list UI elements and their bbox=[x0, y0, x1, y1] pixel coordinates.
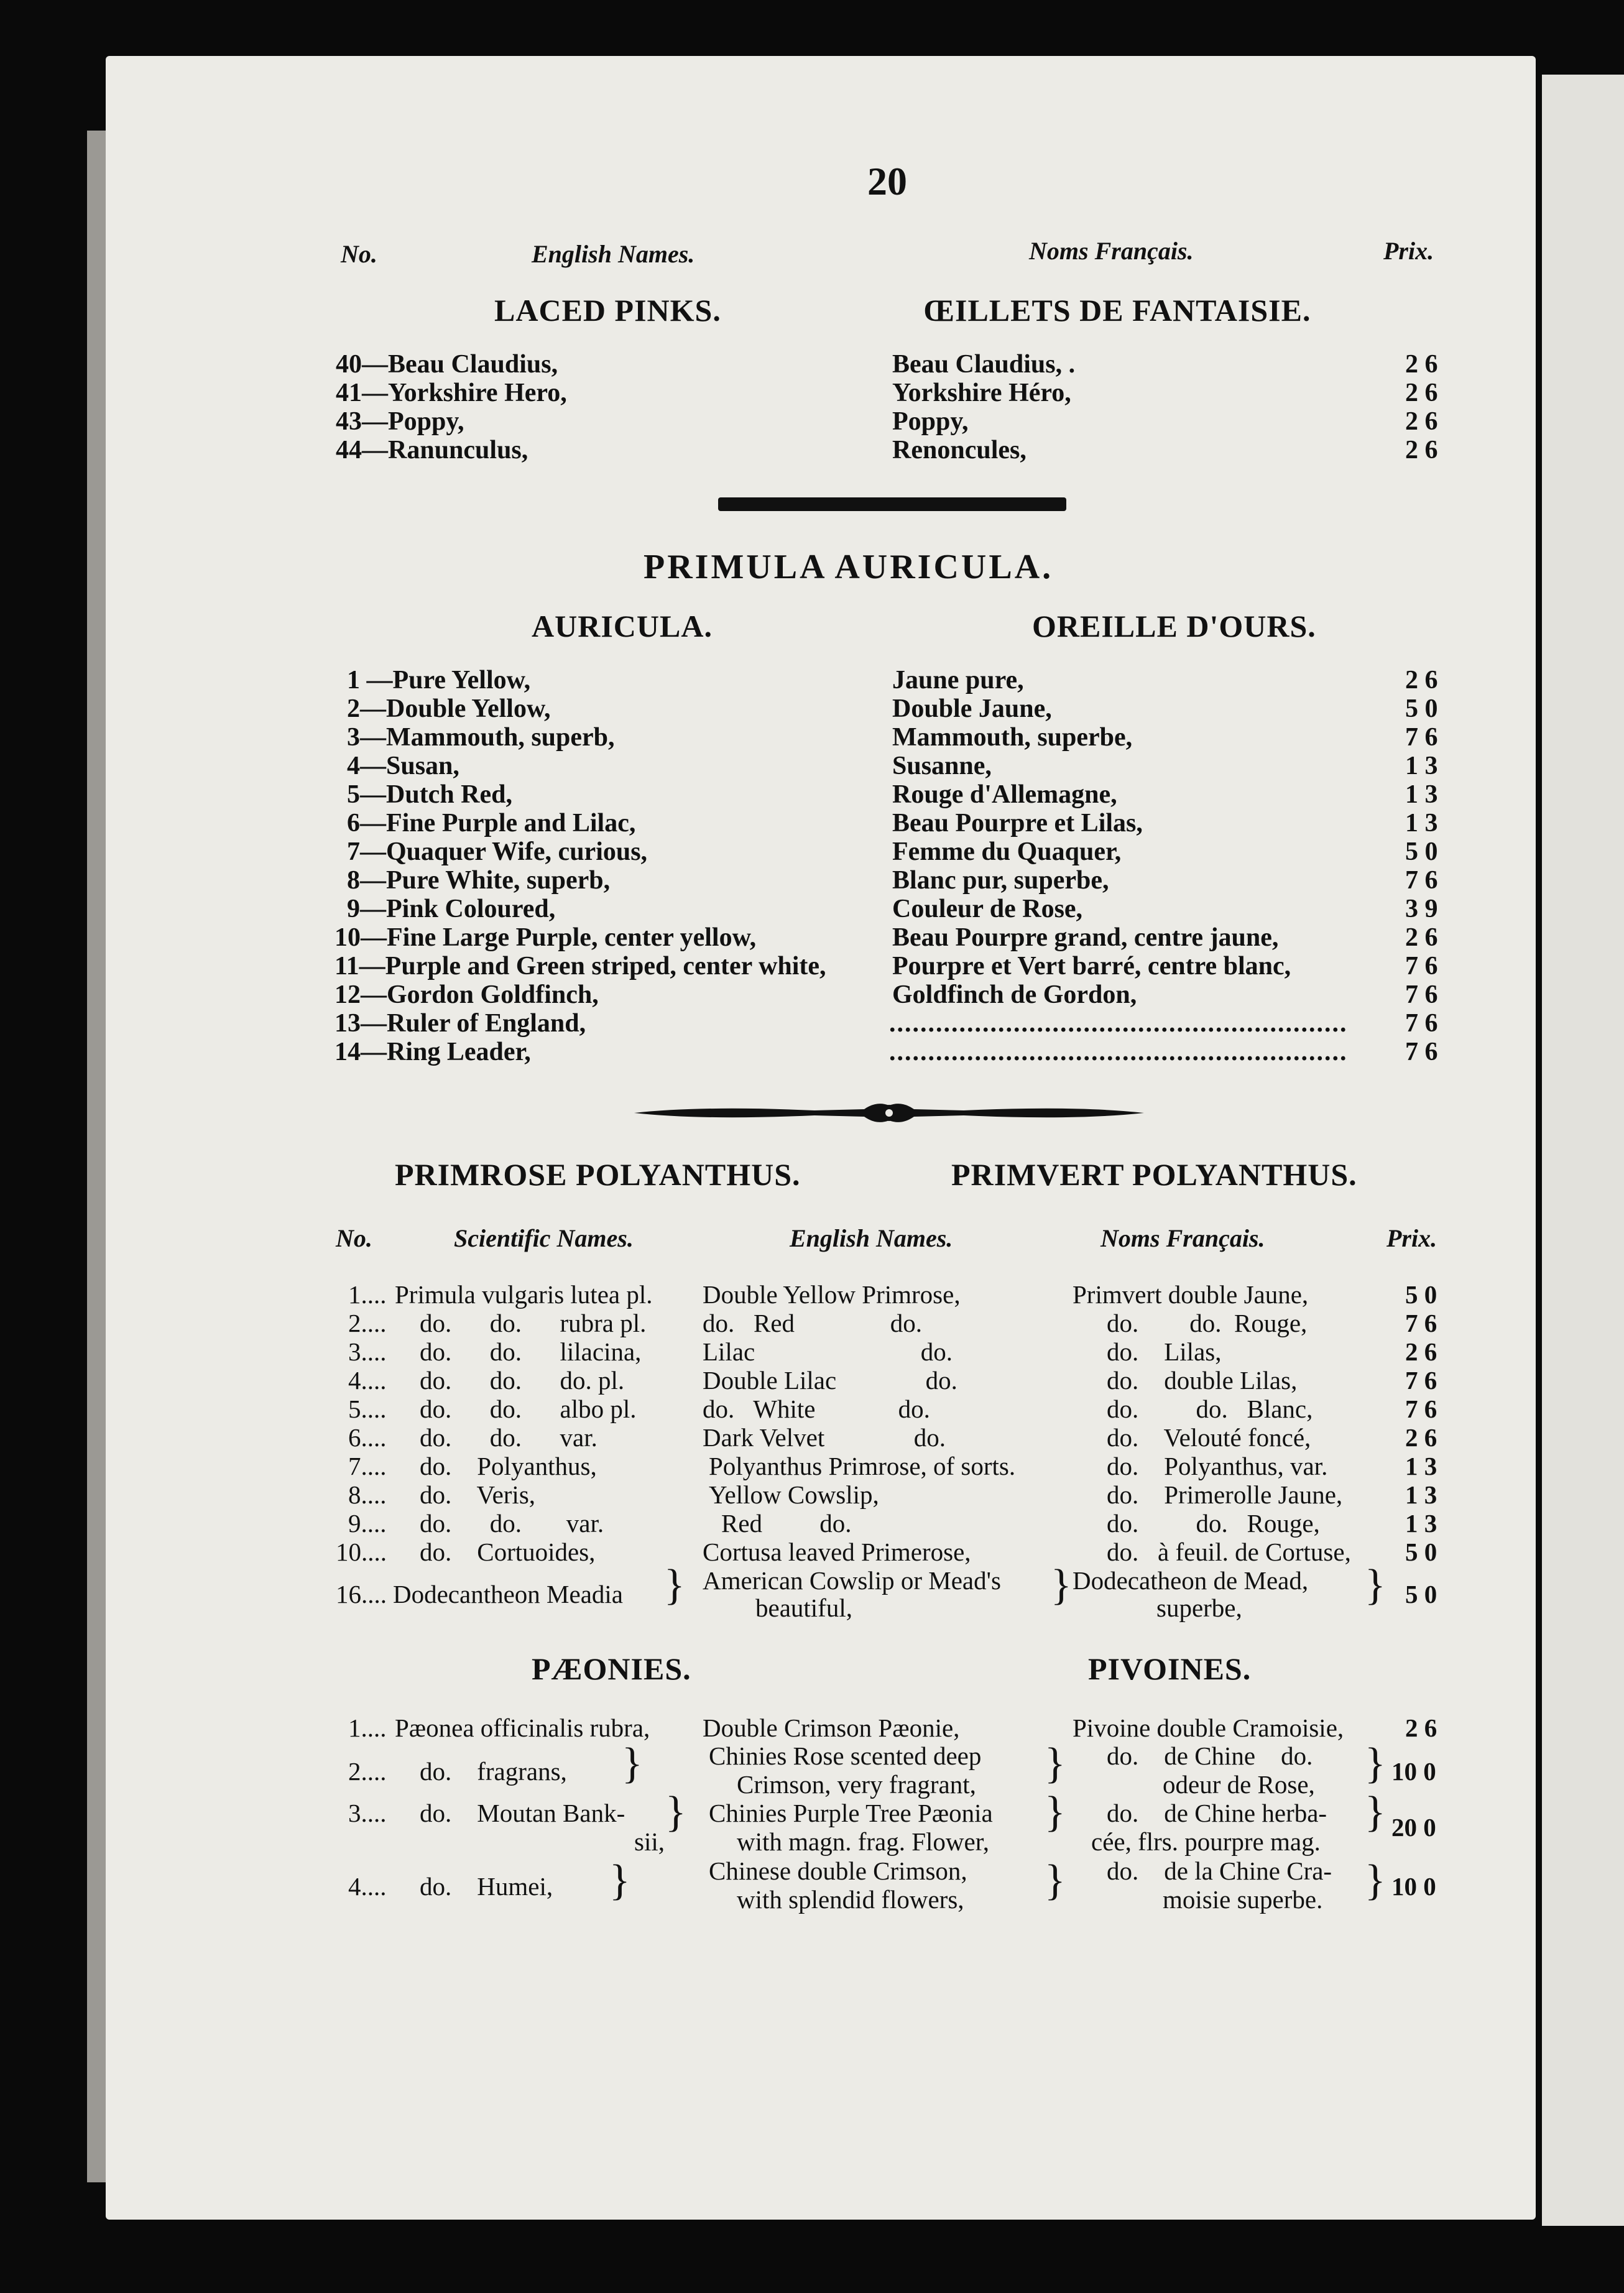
english-name: Chinies Rose scented deep bbox=[709, 1742, 982, 1770]
table-row-number: 7.... bbox=[348, 1452, 387, 1480]
list-item-price: 2 6 bbox=[1405, 379, 1438, 407]
list-item-french: Beau Claudius, . bbox=[892, 350, 1076, 379]
pivoines-title: PIVOINES. bbox=[1088, 1651, 1252, 1686]
scientific-name: do. Humei, bbox=[420, 1872, 553, 1901]
page-number: 20 bbox=[867, 159, 907, 203]
header-no: No. bbox=[336, 1224, 372, 1252]
french-name: do. de Chine do. bbox=[1107, 1742, 1313, 1770]
list-item: 8—Pure White, superb, bbox=[347, 866, 611, 895]
list-item-price: 7 6 bbox=[1405, 866, 1438, 895]
price: 5 0 bbox=[1405, 1280, 1437, 1309]
list-item: 4—Susan, bbox=[347, 752, 459, 780]
list-item: 14—Ring Leader, bbox=[334, 1038, 531, 1066]
table-row-number: 4.... bbox=[348, 1872, 387, 1901]
french-name: do. Velouté foncé, bbox=[1107, 1423, 1311, 1452]
price: 7 6 bbox=[1405, 1395, 1437, 1423]
list-item-french: Jaune pure, bbox=[892, 666, 1024, 694]
english-name-continued: Crimson, very fragrant, bbox=[737, 1770, 976, 1799]
french-name: Dodecatheon de Mead, bbox=[1073, 1566, 1309, 1595]
table-row-number: 4.... bbox=[348, 1366, 387, 1395]
list-item-price: 2 6 bbox=[1405, 350, 1438, 379]
scientific-name: do. do. var. bbox=[420, 1509, 604, 1538]
list-item: 41—Yorkshire Hero, bbox=[336, 379, 567, 407]
list-item-price: 2 6 bbox=[1405, 407, 1438, 436]
english-name: Double Lilac do. bbox=[703, 1366, 957, 1395]
table-row-number: 1.... bbox=[348, 1714, 387, 1742]
price: 7 6 bbox=[1405, 1309, 1437, 1337]
facing-page-edge bbox=[1542, 75, 1624, 2226]
brace-icon: } bbox=[1045, 1857, 1066, 1904]
french-name: Primvert double Jaune, bbox=[1073, 1280, 1309, 1309]
list-item-french: Femme du Quaquer, bbox=[892, 837, 1122, 866]
table-row-number: 5.... bbox=[348, 1395, 387, 1423]
list-item-price: 1 3 bbox=[1405, 809, 1438, 837]
list-item-price: 7 6 bbox=[1405, 952, 1438, 980]
primvert-polyanthus-title: PRIMVERT POLYANTHUS. bbox=[951, 1157, 1357, 1192]
list-item-french: Susanne, bbox=[892, 752, 992, 780]
french-name-continued: odeur de Rose, bbox=[1163, 1770, 1315, 1799]
scientific-name: do. Cortuoides, bbox=[420, 1538, 596, 1566]
scientific-name: do. do. albo pl. bbox=[420, 1395, 637, 1423]
list-item-price: 7 6 bbox=[1405, 723, 1438, 752]
list-item-price: 2 6 bbox=[1405, 666, 1438, 694]
scientific-name: Primula vulgaris lutea pl. bbox=[395, 1280, 653, 1309]
french-name: do. de la Chine Cra- bbox=[1107, 1857, 1332, 1885]
table-row-number: 10.... bbox=[336, 1538, 387, 1566]
price: 2 6 bbox=[1405, 1423, 1437, 1452]
list-item-price: 7 6 bbox=[1405, 980, 1438, 1009]
french-name: do. do. Rouge, bbox=[1107, 1509, 1320, 1538]
header-english-names: English Names. bbox=[532, 240, 695, 268]
brace-icon: } bbox=[665, 1788, 686, 1836]
list-item: 9—Pink Coloured, bbox=[347, 895, 556, 923]
price: 10 0 bbox=[1391, 1872, 1436, 1901]
english-name: Double Yellow Primrose, bbox=[703, 1280, 961, 1309]
english-name: Polyanthus Primrose, of sorts. bbox=[709, 1452, 1016, 1480]
scientific-name: Dodecantheon Meadia bbox=[393, 1580, 623, 1608]
scientific-name: Pæonea officinalis rubra, bbox=[395, 1714, 650, 1742]
header-no: No. bbox=[341, 240, 377, 268]
list-item: 10—Fine Large Purple, center yellow, bbox=[334, 923, 757, 952]
header-prix: Prix. bbox=[1383, 237, 1434, 265]
scientific-name-continued: sii, bbox=[634, 1827, 665, 1856]
english-name: Chinies Purple Tree Pæonia bbox=[709, 1799, 993, 1827]
list-item: 2—Double Yellow, bbox=[347, 694, 551, 723]
list-item: 12—Gordon Goldfinch, bbox=[334, 980, 599, 1009]
header-noms-francais: Noms Français. bbox=[1029, 237, 1194, 265]
french-name: do. à feuil. de Cortuse, bbox=[1107, 1538, 1351, 1566]
list-item-price: 1 3 bbox=[1405, 752, 1438, 780]
scientific-name: do. do. rubra pl. bbox=[420, 1309, 647, 1337]
table-row-number: 6.... bbox=[348, 1423, 387, 1452]
list-item: 43—Poppy, bbox=[336, 407, 464, 436]
english-name: Dark Velvet do. bbox=[703, 1423, 946, 1452]
list-item-french: Pourpre et Vert barré, centre blanc, bbox=[892, 952, 1291, 980]
list-item-french: Renoncules, bbox=[892, 436, 1027, 464]
list-item-price: 3 9 bbox=[1405, 895, 1438, 923]
table-row-number: 2.... bbox=[348, 1757, 387, 1786]
price: 2 6 bbox=[1405, 1337, 1437, 1366]
price: 5 0 bbox=[1405, 1538, 1437, 1566]
list-item-french: Beau Pourpre grand, centre jaune, bbox=[892, 923, 1279, 952]
brace-icon: } bbox=[1365, 1857, 1386, 1904]
list-item: 44—Ranunculus, bbox=[336, 436, 528, 464]
english-name: American Cowslip or Mead's bbox=[703, 1566, 1001, 1595]
list-item-price: 2 6 bbox=[1405, 923, 1438, 952]
brace-icon: } bbox=[1365, 1561, 1386, 1609]
list-item-french: Goldfinch de Gordon, bbox=[892, 980, 1137, 1009]
table-row-number: 2.... bbox=[348, 1309, 387, 1337]
english-name: Cortusa leaved Primerose, bbox=[703, 1538, 971, 1566]
scientific-name: do. fragrans, bbox=[420, 1757, 567, 1786]
french-name: do. do. Rouge, bbox=[1107, 1309, 1308, 1337]
primula-auricula-title: PRIMULA AURICULA. bbox=[644, 548, 1054, 586]
list-item: 11—Purple and Green striped, center white, bbox=[334, 952, 826, 980]
list-item-french: Couleur de Rose, bbox=[892, 895, 1083, 923]
list-item-french: Double Jaune, bbox=[892, 694, 1052, 723]
scientific-name: do. Veris, bbox=[420, 1480, 536, 1509]
list-item-french: ........................................................... bbox=[889, 1009, 1348, 1038]
list-item: 3—Mammouth, superb, bbox=[347, 723, 615, 752]
english-name: do. Red do. bbox=[703, 1309, 923, 1337]
english-name-continued: beautiful, bbox=[755, 1594, 852, 1622]
brace-icon: } bbox=[1365, 1788, 1386, 1836]
list-item: 7—Quaquer Wife, curious, bbox=[347, 837, 648, 866]
english-name: Chinese double Crimson, bbox=[709, 1857, 967, 1885]
price: 10 0 bbox=[1391, 1757, 1436, 1786]
header-english-names: English Names. bbox=[790, 1224, 953, 1252]
auricula-subtitle: AURICULA. bbox=[532, 609, 713, 644]
price: 7 6 bbox=[1405, 1366, 1437, 1395]
brace-icon: } bbox=[622, 1740, 643, 1788]
price: 1 3 bbox=[1405, 1509, 1437, 1538]
price: 5 0 bbox=[1405, 1580, 1437, 1608]
english-name: Double Crimson Pæonie, bbox=[703, 1714, 960, 1742]
list-item: 6—Fine Purple and Lilac, bbox=[347, 809, 636, 837]
english-name: do. White do. bbox=[703, 1395, 930, 1423]
english-name: Yellow Cowslip, bbox=[709, 1480, 879, 1509]
english-name: Lilac do. bbox=[703, 1337, 953, 1366]
header-noms-francais: Noms Français. bbox=[1100, 1224, 1265, 1252]
list-item-price: 5 0 bbox=[1405, 694, 1438, 723]
list-item: 13—Ruler of England, bbox=[334, 1009, 586, 1038]
french-name: Pivoine double Cramoisie, bbox=[1073, 1714, 1344, 1742]
list-item-price: 7 6 bbox=[1405, 1038, 1438, 1066]
header-prix: Prix. bbox=[1386, 1224, 1437, 1252]
french-name-continued: cée, flrs. pourpre mag. bbox=[1091, 1827, 1321, 1856]
list-item-french: ........................................................... bbox=[889, 1038, 1348, 1066]
price: 1 3 bbox=[1405, 1452, 1437, 1480]
list-item-french: Rouge d'Allemagne, bbox=[892, 780, 1117, 809]
list-item: 1 —Pure Yellow, bbox=[347, 666, 531, 694]
oeillets-title: ŒILLETS DE FANTAISIE. bbox=[923, 293, 1311, 328]
list-item-french: Mammouth, superbe, bbox=[892, 723, 1133, 752]
french-name-continued: superbe, bbox=[1156, 1594, 1242, 1622]
ornament-divider bbox=[628, 1094, 1150, 1132]
scientific-name: do. Moutan Bank- bbox=[420, 1799, 625, 1827]
french-name: do. Lilas, bbox=[1107, 1337, 1222, 1366]
table-row-number: 3.... bbox=[348, 1337, 387, 1366]
french-name: do. Primerolle Jaune, bbox=[1107, 1480, 1343, 1509]
list-item-price: 7 6 bbox=[1405, 1009, 1438, 1038]
brace-icon: } bbox=[664, 1561, 685, 1609]
table-row-number: 8.... bbox=[348, 1480, 387, 1509]
english-name-continued: with splendid flowers, bbox=[737, 1885, 964, 1914]
french-name-continued: moisie superbe. bbox=[1163, 1885, 1323, 1914]
list-item: 40—Beau Claudius, bbox=[336, 350, 558, 379]
scientific-name: do. do. do. pl. bbox=[420, 1366, 625, 1395]
french-name: do. de Chine herba- bbox=[1107, 1799, 1327, 1827]
scientific-name: do. Polyanthus, bbox=[420, 1452, 597, 1480]
table-row-number: 16.... bbox=[336, 1580, 387, 1608]
scientific-name: do. do. var. bbox=[420, 1423, 597, 1452]
list-item-price: 5 0 bbox=[1405, 837, 1438, 866]
primrose-polyanthus-title: PRIMROSE POLYANTHUS. bbox=[395, 1157, 801, 1192]
brace-icon: } bbox=[1051, 1561, 1072, 1609]
thick-divider bbox=[718, 497, 1066, 511]
list-item-french: Yorkshire Héro, bbox=[892, 379, 1071, 407]
brace-icon: } bbox=[1365, 1740, 1386, 1788]
oreille-subtitle: OREILLE D'OURS. bbox=[1032, 609, 1316, 644]
price: 20 0 bbox=[1391, 1813, 1436, 1842]
list-item-french: Poppy, bbox=[892, 407, 969, 436]
laced-pinks-title: LACED PINKS. bbox=[494, 293, 721, 328]
price: 1 3 bbox=[1405, 1480, 1437, 1509]
list-item: 5—Dutch Red, bbox=[347, 780, 513, 809]
brace-icon: } bbox=[1045, 1740, 1066, 1788]
scientific-name: do. do. lilacina, bbox=[420, 1337, 642, 1366]
french-name: do. double Lilas, bbox=[1107, 1366, 1298, 1395]
table-row-number: 3.... bbox=[348, 1799, 387, 1827]
table-row-number: 9.... bbox=[348, 1509, 387, 1538]
paeonies-title: PÆONIES. bbox=[532, 1651, 691, 1686]
list-item-french: Blanc pur, superbe, bbox=[892, 866, 1109, 895]
list-item-price: 2 6 bbox=[1405, 436, 1438, 464]
list-item-price: 1 3 bbox=[1405, 780, 1438, 809]
french-name: do. Polyanthus, var. bbox=[1107, 1452, 1328, 1480]
english-name: Red do. bbox=[721, 1509, 852, 1538]
english-name-continued: with magn. frag. Flower, bbox=[737, 1827, 989, 1856]
list-item-french: Beau Pourpre et Lilas, bbox=[892, 809, 1143, 837]
french-name: do. do. Blanc, bbox=[1107, 1395, 1313, 1423]
brace-icon: } bbox=[609, 1857, 630, 1904]
price: 2 6 bbox=[1405, 1714, 1437, 1742]
table-row-number: 1.... bbox=[348, 1280, 387, 1309]
header-scientific-names: Scientific Names. bbox=[454, 1224, 634, 1252]
brace-icon: } bbox=[1045, 1788, 1066, 1836]
